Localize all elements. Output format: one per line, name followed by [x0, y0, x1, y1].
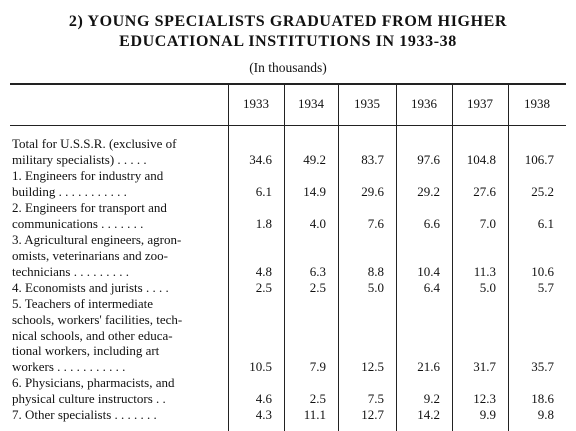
column-header-1933: 1933	[243, 96, 269, 111]
table-cell: 7.6	[367, 215, 384, 231]
column-rule-5	[452, 84, 453, 431]
row-label-line: omists, veterinarians and zoo-	[12, 247, 168, 263]
table-cell: 1.8	[255, 215, 272, 231]
column-rule-1	[228, 84, 229, 431]
table-subtitle: (In thousands)	[249, 60, 327, 75]
table-cell: 12.7	[361, 407, 384, 422]
table-title-line-2: EDUCATIONAL INSTITUTIONS IN 1933-38	[119, 33, 457, 50]
table-cell: 10.4	[417, 263, 440, 279]
row-label-line: 1. Engineers for industry and	[12, 168, 164, 183]
column-header-1937: 1937	[467, 96, 493, 111]
column-rule-6	[508, 84, 509, 431]
table-cell: 9.2	[423, 390, 440, 406]
table-cell: 104.8	[466, 151, 496, 167]
table-cell: 2.5	[309, 280, 326, 295]
table-cell: 6.3	[309, 263, 326, 279]
table-cell: 4.6	[255, 390, 272, 406]
row-label-line: workers . . . . . . . . . . .	[12, 359, 126, 375]
table-cell: 14.2	[417, 407, 440, 422]
table-cell: 2.5	[309, 390, 326, 406]
column-header-1934: 1934	[298, 96, 324, 111]
table-cell: 8.8	[367, 263, 384, 279]
table-cell: 4.8	[255, 263, 272, 279]
table-cell: 12.5	[361, 359, 384, 375]
table-cell: 5.0	[479, 280, 496, 295]
row-label-line: schools, workers' facilities, tech-	[12, 311, 183, 327]
row-label-line: 5. Teachers of intermediate	[12, 296, 154, 311]
table-cell: 6.1	[255, 183, 272, 199]
row-label-line: 6. Physicians, pharmacists, and	[12, 375, 175, 390]
table-cell: 35.7	[531, 359, 554, 375]
table-cell: 11.1	[303, 407, 326, 422]
row-label-line: 7. Other specialists . . . . . . .	[12, 407, 157, 422]
table-cell: 6.1	[537, 215, 554, 231]
table-cell: 9.8	[537, 407, 554, 422]
row-label-line: 3. Agricultural engineers, agron-	[12, 232, 182, 247]
column-rule-3	[338, 84, 339, 431]
table-title-line-1: 2) YOUNG SPECIALISTS GRADUATED FROM HIGHER	[68, 13, 508, 30]
table-cell: 29.6	[361, 183, 384, 199]
table-cell: 29.2	[417, 183, 440, 199]
table-cell: 21.6	[417, 359, 440, 375]
row-label-line: 2. Engineers for transport and	[12, 200, 167, 215]
row-label-line: physical culture instructors . .	[12, 390, 166, 406]
table-cell: 25.2	[531, 183, 554, 199]
row-label-line: building . . . . . . . . . . .	[12, 183, 127, 199]
table-cell: 12.3	[473, 390, 496, 406]
table-cell: 83.7	[361, 151, 384, 167]
table-cell: 4.0	[309, 215, 326, 231]
table-cell: 10.6	[531, 263, 554, 279]
table-cell: 31.7	[473, 359, 496, 375]
column-rule-2	[284, 84, 285, 431]
column-header-1938: 1938	[524, 96, 550, 111]
table-cell: 7.9	[309, 359, 326, 375]
table-cell: 14.9	[303, 183, 326, 199]
table-cell: 2.5	[255, 280, 272, 295]
table-cell: 27.6	[473, 183, 496, 199]
table-cell: 49.2	[303, 151, 326, 167]
table-cell: 6.6	[423, 215, 440, 231]
table-cell: 7.5	[367, 390, 384, 406]
row-label-line: 4. Economists and jurists . . . .	[12, 280, 169, 295]
table-header-rule	[10, 125, 566, 126]
table-top-rule	[10, 83, 566, 85]
table-cell: 97.6	[417, 151, 440, 167]
table-cell: 5.7	[537, 280, 554, 295]
row-label-line: Total for U.S.S.R. (exclusive of	[12, 136, 177, 151]
table-cell: 6.4	[423, 280, 440, 295]
table-cell: 4.3	[255, 407, 272, 422]
table-cell: 34.6	[249, 151, 272, 167]
row-label-line: communications . . . . . . .	[12, 215, 144, 231]
column-rule-4	[396, 84, 397, 431]
table-cell: 9.9	[479, 407, 496, 422]
row-label-line: nical schools, and other educa-	[12, 327, 173, 343]
column-header-1935: 1935	[354, 96, 380, 111]
table-cell: 11.3	[473, 263, 496, 279]
table-cell: 18.6	[531, 390, 554, 406]
row-label-line: tional workers, including art	[12, 343, 160, 359]
table-cell: 106.7	[524, 151, 554, 167]
table-cell: 10.5	[249, 359, 272, 375]
column-header-1936: 1936	[411, 96, 437, 111]
row-label-line: military specialists) . . . . .	[12, 151, 147, 167]
table-cell: 5.0	[367, 280, 384, 295]
row-label-line: technicians . . . . . . . . .	[12, 263, 129, 279]
table-cell: 7.0	[479, 215, 496, 231]
